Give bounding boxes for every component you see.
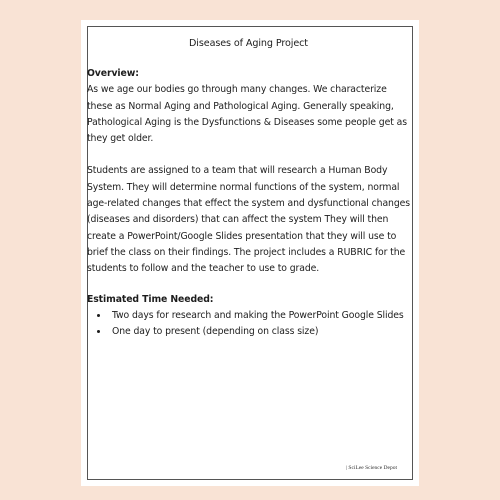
- time-needed-list: [87, 308, 410, 341]
- overview-heading: Overview:: [87, 68, 139, 79]
- document-content: [87, 20, 410, 340]
- document-title: Diseases of Aging Project: [189, 38, 308, 49]
- list-item: • One day to present (depending on class size): [109, 324, 410, 340]
- document-page: [81, 20, 419, 486]
- list-item: • Two days for research and making the PowerPoint Google Slides: [109, 308, 410, 324]
- time-needed-heading: Estimated Time Needed:: [87, 293, 214, 305]
- students-paragraph: Students are assigned to a team that will research a Human Body System. They will determine normal functions of the system, normal age-related changes that effect the system and dysfunctional changes (diseases and disorders) that can affect the system They will then create a PowerPoint/Google Slides presentation that they will use to brief the class on their findings. The project includes a RUBRIC for the students to follow and the teacher to use to grade.: [87, 165, 410, 275]
- footer-credit: | SciLee Science Depot: [345, 465, 397, 471]
- overview-paragraph: As we age our bodies go through many changes. We characterize these as Normal Aging and Pathological Aging. Generally speaking, Pathological Aging is the Dysfunctions & Diseases some people get as they get older.: [87, 84, 407, 145]
